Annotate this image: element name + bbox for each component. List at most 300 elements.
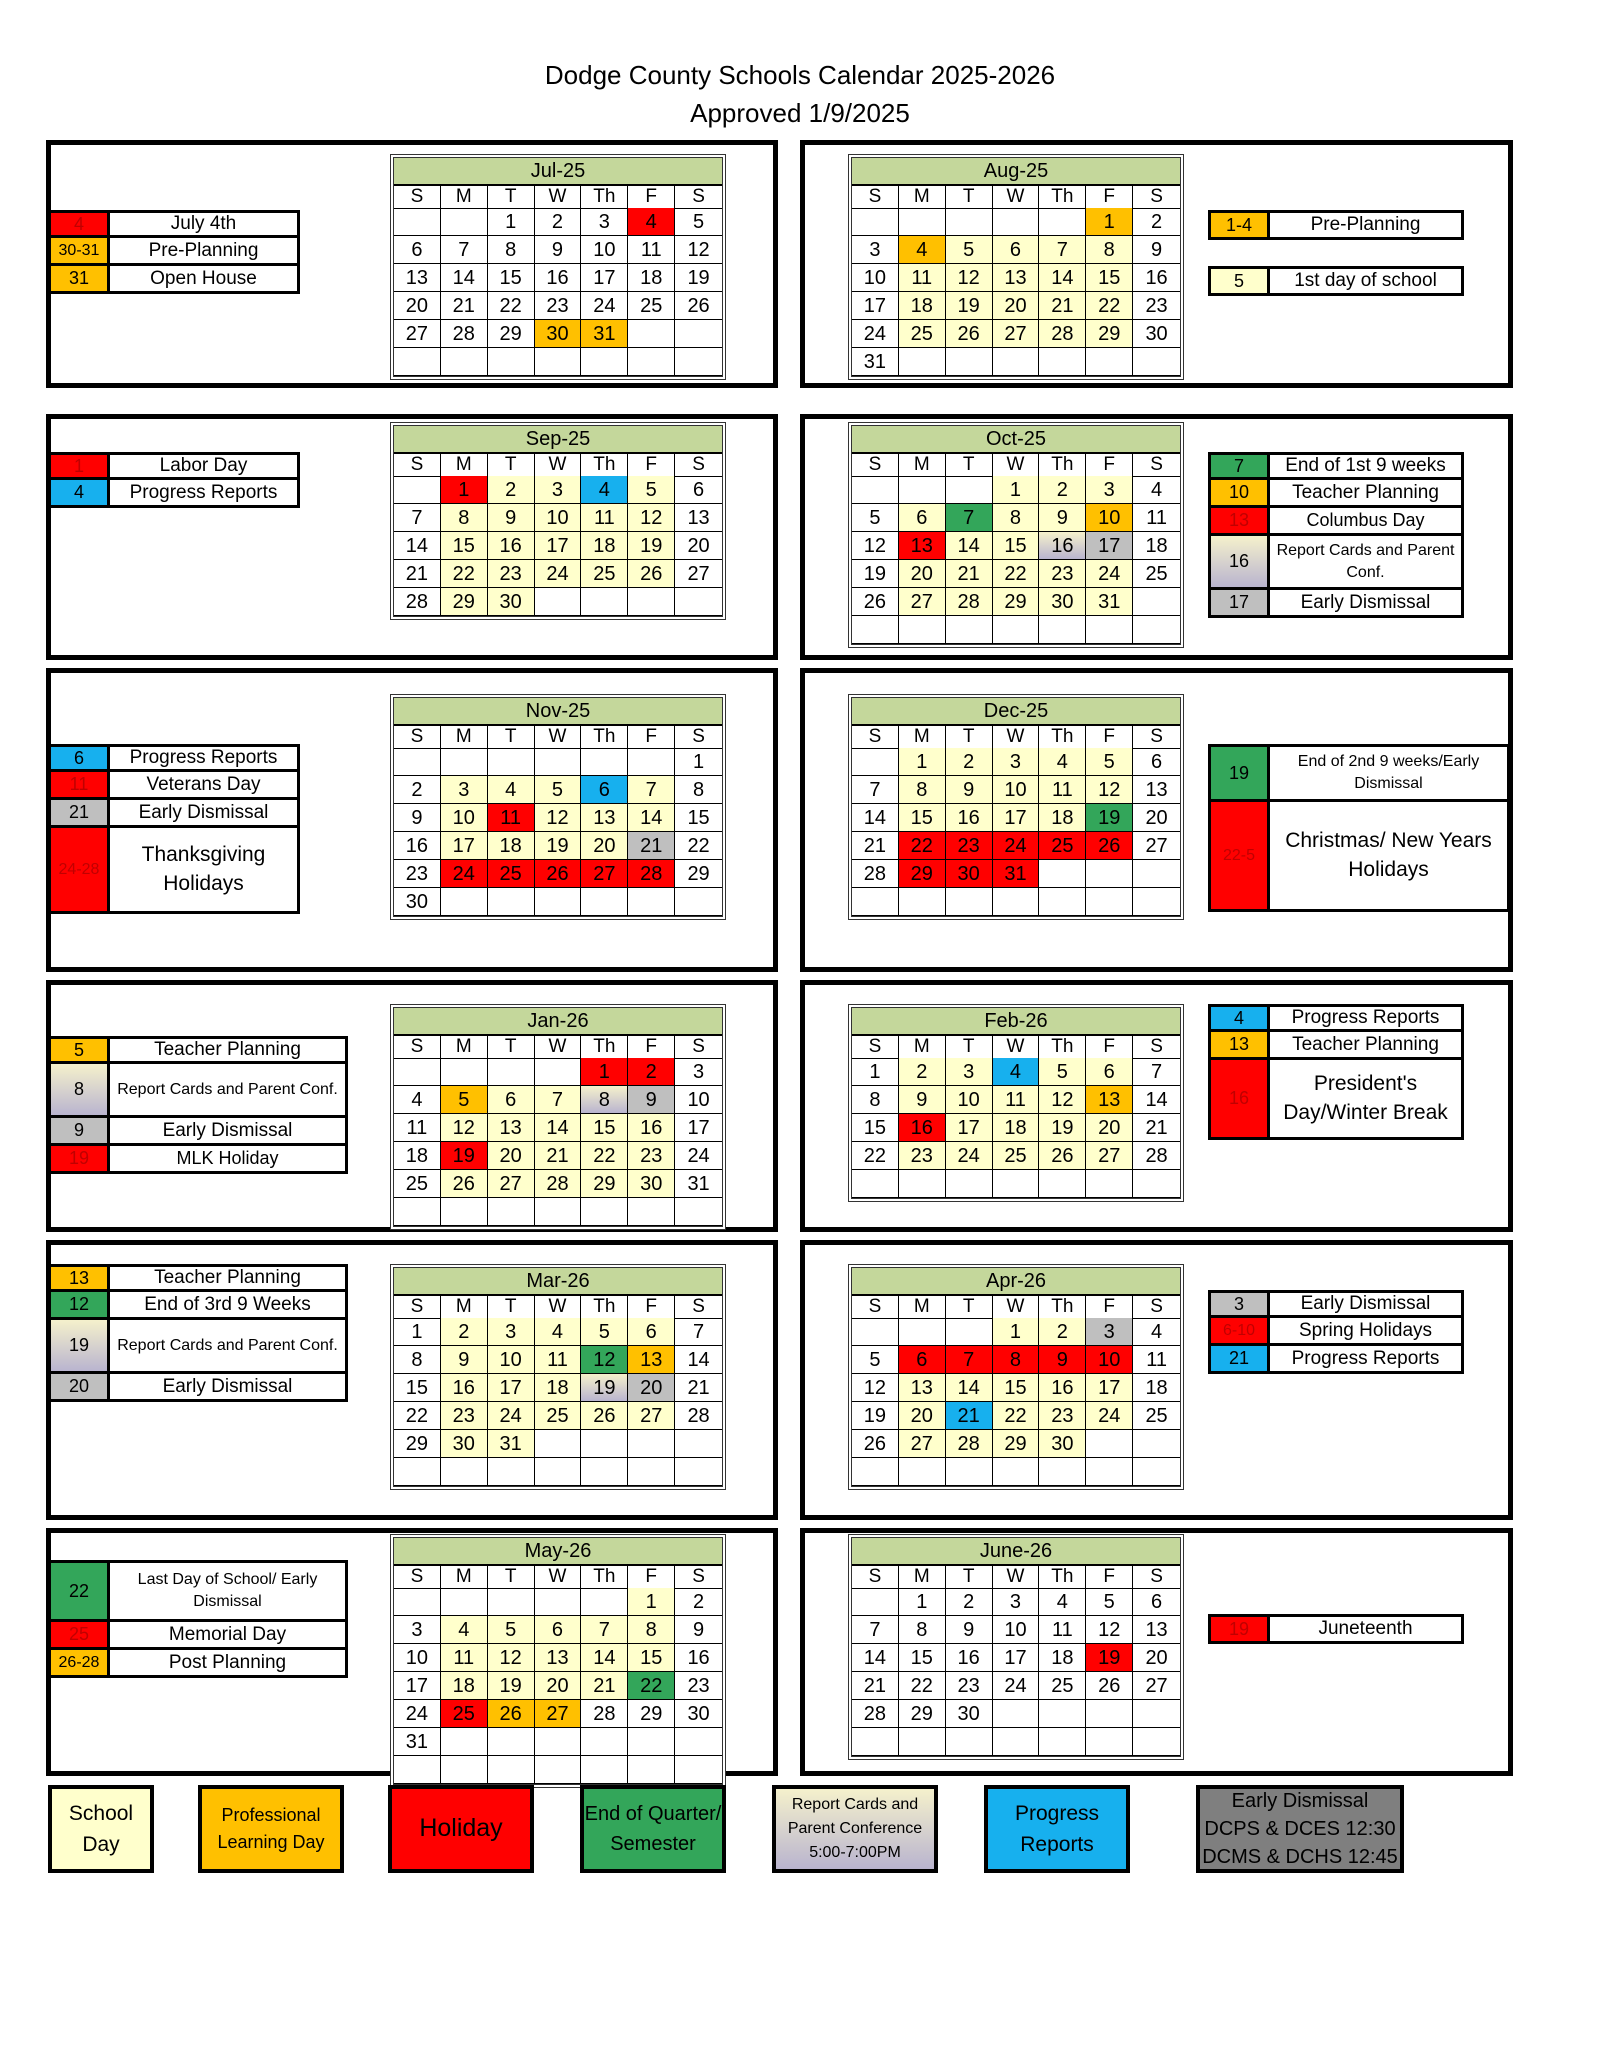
day-cell: 25 (1039, 832, 1086, 860)
weekday-label: M (441, 1566, 488, 1589)
day-cell: 19 (852, 1402, 899, 1430)
legend-date: 25 (51, 1622, 107, 1647)
day-cell: 8 (441, 504, 488, 532)
empty-cell (581, 1728, 628, 1756)
day-cell: 27 (1133, 832, 1180, 860)
day-cell: 17 (394, 1672, 441, 1700)
legend-label: Early Dismissal (1267, 590, 1461, 615)
day-cell: 7 (946, 1346, 993, 1374)
day-cell: 11 (1039, 1616, 1086, 1644)
day-cell: 21 (1133, 1114, 1180, 1142)
day-cell: 16 (441, 1374, 488, 1402)
day-cell: 14 (628, 804, 675, 832)
day-cell: 29 (581, 1170, 628, 1198)
weekday-label: Th (581, 186, 628, 209)
day-cell: 4 (899, 236, 946, 264)
day-cell: 9 (394, 804, 441, 832)
day-cell: 24 (394, 1700, 441, 1728)
empty-cell (852, 1588, 899, 1616)
day-cell: 27 (899, 1430, 946, 1458)
day-cell: 29 (899, 860, 946, 888)
legend-jun (1208, 1614, 1464, 1644)
day-cell: 22 (993, 560, 1040, 588)
legend-date: 16 (1211, 536, 1267, 587)
weekday-label: W (993, 186, 1040, 209)
empty-cell (993, 1700, 1040, 1728)
day-cell: 10 (993, 776, 1040, 804)
legend-dec (1208, 744, 1510, 912)
day-cell: 21 (441, 292, 488, 320)
empty-cell (1039, 616, 1086, 644)
empty-cell (535, 748, 582, 776)
day-cell: 18 (488, 832, 535, 860)
day-cell: 20 (581, 832, 628, 860)
empty-cell (1039, 1170, 1086, 1198)
empty-cell (535, 1756, 582, 1784)
day-cell: 20 (1086, 1114, 1133, 1142)
day-cell: 17 (1086, 532, 1133, 560)
day-cell: 18 (441, 1672, 488, 1700)
empty-cell (852, 476, 899, 504)
legend-row (48, 210, 300, 238)
legend-row (48, 1622, 348, 1650)
empty-cell (488, 1756, 535, 1784)
day-cell: 21 (852, 1672, 899, 1700)
weekday-label: W (535, 726, 582, 749)
day-cell: 23 (1133, 292, 1180, 320)
day-cell: 23 (1039, 1402, 1086, 1430)
day-grid (852, 1318, 1180, 1486)
empty-cell (488, 348, 535, 376)
calendar-feb-26 (848, 1004, 1184, 1202)
day-cell: 19 (535, 832, 582, 860)
empty-cell (535, 588, 582, 616)
day-cell: 4 (535, 1318, 582, 1346)
empty-cell (535, 1198, 582, 1226)
day-cell: 30 (628, 1170, 675, 1198)
day-cell: 25 (628, 292, 675, 320)
legend-may (48, 1560, 348, 1678)
page-subtitle: Approved 1/9/2025 (690, 98, 910, 128)
weekday-label: S (394, 186, 441, 209)
month-title: Aug-25 (852, 158, 1180, 186)
day-cell: 5 (1086, 1588, 1133, 1616)
day-cell: 6 (488, 1086, 535, 1114)
day-cell: 27 (535, 1700, 582, 1728)
legend-label: Pre-Planning (107, 238, 297, 263)
legend-label: Spring Holidays (1267, 1318, 1461, 1343)
day-cell: 17 (488, 1374, 535, 1402)
day-cell: 9 (1039, 1346, 1086, 1374)
day-cell: 17 (441, 832, 488, 860)
day-cell: 21 (535, 1142, 582, 1170)
day-cell: 6 (993, 236, 1040, 264)
day-cell: 11 (1133, 504, 1180, 532)
empty-cell (1039, 208, 1086, 236)
day-cell: 26 (675, 292, 722, 320)
weekday-label: F (1086, 1566, 1133, 1589)
day-cell: 8 (899, 1616, 946, 1644)
day-cell: 29 (899, 1700, 946, 1728)
day-cell: 13 (394, 264, 441, 292)
empty-cell (993, 616, 1040, 644)
day-cell: 28 (946, 588, 993, 616)
legend-label: President's Day/Winter Break (1267, 1060, 1461, 1137)
empty-cell (993, 1170, 1040, 1198)
empty-cell (946, 208, 993, 236)
empty-cell (1039, 1458, 1086, 1486)
day-cell: 21 (852, 832, 899, 860)
empty-cell (441, 208, 488, 236)
legend-label: End of 1st 9 weeks (1267, 455, 1461, 477)
legend-label: Columbus Day (1267, 508, 1461, 533)
weekday-label: M (899, 1036, 946, 1059)
weekday-label: S (675, 1296, 722, 1319)
legend-row (1208, 1318, 1464, 1346)
weekday-label: Th (581, 726, 628, 749)
weekday-label: F (628, 186, 675, 209)
empty-cell (675, 348, 722, 376)
empty-cell (535, 348, 582, 376)
weekday-label: Th (1039, 1566, 1086, 1589)
empty-cell (675, 1198, 722, 1226)
day-cell: 2 (1133, 208, 1180, 236)
day-cell: 5 (946, 236, 993, 264)
legend-date: 6-10 (1211, 1318, 1267, 1343)
day-cell: 17 (993, 1644, 1040, 1672)
day-cell: 30 (1133, 320, 1180, 348)
day-cell: 16 (946, 1644, 993, 1672)
legend-date: 11 (51, 772, 107, 797)
day-cell: 21 (946, 560, 993, 588)
day-cell: 10 (946, 1086, 993, 1114)
day-cell: 10 (852, 264, 899, 292)
day-cell: 1 (628, 1588, 675, 1616)
empty-cell (899, 1728, 946, 1756)
key-report-cards: Report Cards and Parent Conference 5:00-7:00PM (772, 1785, 938, 1873)
legend-label: Thanksgiving Holidays (107, 828, 297, 911)
legend-row (48, 1560, 348, 1622)
day-cell: 7 (441, 236, 488, 264)
empty-cell (394, 1198, 441, 1226)
day-cell: 29 (675, 860, 722, 888)
empty-cell (1039, 860, 1086, 888)
key-school-day: School Day (48, 1785, 154, 1873)
day-cell: 5 (852, 504, 899, 532)
day-cell: 20 (993, 292, 1040, 320)
empty-cell (628, 748, 675, 776)
weekday-label: T (488, 186, 535, 209)
day-cell: 7 (394, 504, 441, 532)
day-cell: 28 (628, 860, 675, 888)
day-cell: 28 (675, 1402, 722, 1430)
calendar-may-26 (390, 1534, 726, 1788)
legend-label: Progress Reports (107, 480, 297, 505)
day-cell: 10 (675, 1086, 722, 1114)
legend-label: End of 2nd 9 weeks/Early Dismissal (1267, 747, 1507, 799)
day-cell: 3 (488, 1318, 535, 1346)
day-cell: 4 (1133, 476, 1180, 504)
empty-cell (852, 1728, 899, 1756)
weekday-header (852, 454, 1180, 476)
day-cell: 7 (675, 1318, 722, 1346)
day-cell: 4 (581, 476, 628, 504)
day-cell: 26 (1086, 832, 1133, 860)
empty-cell (441, 888, 488, 916)
day-cell: 7 (946, 504, 993, 532)
legend-label: 1st day of school (1267, 269, 1461, 293)
weekday-label: S (394, 726, 441, 749)
day-cell: 31 (394, 1728, 441, 1756)
key-early-dismissal-dcms: DCMS & DCHS 12:45 (1202, 1846, 1398, 1868)
day-cell: 21 (675, 1374, 722, 1402)
legend-date: 5 (1211, 269, 1267, 293)
empty-cell (675, 320, 722, 348)
legend-label: End of 3rd 9 Weeks (107, 1292, 345, 1317)
day-cell: 21 (581, 1672, 628, 1700)
day-cell: 28 (441, 320, 488, 348)
day-cell: 8 (628, 1616, 675, 1644)
day-cell: 29 (394, 1430, 441, 1458)
empty-cell (1086, 888, 1133, 916)
legend-label: Memorial Day (107, 1622, 345, 1647)
legend-label: Early Dismissal (1267, 1293, 1461, 1315)
empty-cell (581, 1430, 628, 1458)
weekday-header (394, 1296, 722, 1318)
empty-cell (1133, 616, 1180, 644)
day-cell: 21 (946, 1402, 993, 1430)
empty-cell (581, 588, 628, 616)
day-cell: 22 (628, 1672, 675, 1700)
day-cell: 31 (1086, 588, 1133, 616)
day-cell: 7 (1039, 236, 1086, 264)
legend-label: Juneteenth (1267, 1617, 1461, 1641)
empty-cell (1086, 616, 1133, 644)
legend-date: 5 (51, 1039, 107, 1061)
legend-label: Early Dismissal (107, 1118, 345, 1143)
legend-date: 10 (1211, 480, 1267, 505)
weekday-label: M (441, 454, 488, 477)
weekday-label: T (488, 1036, 535, 1059)
weekday-label: M (899, 1566, 946, 1589)
day-cell: 22 (675, 832, 722, 860)
day-cell: 31 (993, 860, 1040, 888)
legend-date: 26-28 (51, 1650, 107, 1675)
day-cell: 10 (993, 1616, 1040, 1644)
day-cell: 23 (946, 1672, 993, 1700)
empty-cell (899, 1458, 946, 1486)
legend-row (1208, 508, 1464, 536)
day-cell: 2 (899, 1058, 946, 1086)
weekday-label: S (852, 1296, 899, 1319)
empty-cell (946, 476, 993, 504)
day-cell: 26 (535, 860, 582, 888)
day-cell: 11 (628, 236, 675, 264)
day-cell: 31 (488, 1430, 535, 1458)
weekday-label: T (488, 726, 535, 749)
weekday-header (394, 726, 722, 748)
day-cell: 5 (1039, 1058, 1086, 1086)
day-cell: 26 (1039, 1142, 1086, 1170)
empty-cell (628, 320, 675, 348)
day-cell: 6 (581, 776, 628, 804)
day-cell: 27 (1133, 1672, 1180, 1700)
empty-cell (852, 208, 899, 236)
day-cell: 26 (852, 588, 899, 616)
day-cell: 3 (535, 476, 582, 504)
day-cell: 13 (1133, 1616, 1180, 1644)
empty-cell (675, 1458, 722, 1486)
calendar-aug-25 (848, 154, 1184, 380)
empty-cell (488, 748, 535, 776)
day-cell: 14 (946, 1374, 993, 1402)
day-cell: 27 (993, 320, 1040, 348)
empty-cell (488, 1728, 535, 1756)
day-cell: 15 (394, 1374, 441, 1402)
day-cell: 9 (628, 1086, 675, 1114)
day-cell: 22 (852, 1142, 899, 1170)
legend-date: 19 (51, 1320, 107, 1371)
empty-cell (535, 1588, 582, 1616)
day-cell: 29 (441, 588, 488, 616)
day-cell: 22 (899, 832, 946, 860)
day-cell: 23 (675, 1672, 722, 1700)
day-cell: 8 (852, 1086, 899, 1114)
day-cell: 13 (675, 504, 722, 532)
empty-cell (1086, 1430, 1133, 1458)
day-cell: 12 (852, 532, 899, 560)
legend-label: Teacher Planning (1267, 480, 1461, 505)
weekday-header (394, 454, 722, 476)
day-cell: 20 (899, 1402, 946, 1430)
weekday-header (852, 186, 1180, 208)
legend-row (48, 1064, 348, 1118)
day-grid (394, 748, 722, 916)
day-cell: 13 (1133, 776, 1180, 804)
empty-cell (899, 1318, 946, 1346)
empty-cell (899, 888, 946, 916)
legend-label: Post Planning (107, 1650, 345, 1675)
empty-cell (628, 1430, 675, 1458)
empty-cell (628, 348, 675, 376)
day-grid (394, 1318, 722, 1486)
weekday-label: Th (581, 454, 628, 477)
day-cell: 7 (852, 1616, 899, 1644)
weekday-label: W (993, 1566, 1040, 1589)
calendar-sep-25 (390, 422, 726, 620)
day-cell: 28 (946, 1430, 993, 1458)
legend-label: Early Dismissal (107, 1374, 345, 1399)
day-cell: 26 (581, 1402, 628, 1430)
day-cell: 30 (1039, 588, 1086, 616)
empty-cell (581, 888, 628, 916)
weekday-label: S (1133, 1566, 1180, 1589)
day-cell: 3 (993, 748, 1040, 776)
day-cell: 20 (488, 1142, 535, 1170)
legend-date: 30-31 (51, 238, 107, 263)
day-cell: 25 (1133, 560, 1180, 588)
weekday-label: F (628, 726, 675, 749)
day-cell: 14 (394, 532, 441, 560)
empty-cell (394, 208, 441, 236)
legend-label: Open House (107, 266, 297, 291)
day-cell: 22 (488, 292, 535, 320)
legend-date: 19 (51, 1146, 107, 1171)
day-cell: 3 (993, 1588, 1040, 1616)
day-cell: 7 (1133, 1058, 1180, 1086)
legend-date: 21 (1211, 1346, 1267, 1371)
day-cell: 8 (1086, 236, 1133, 264)
weekday-label: S (1133, 726, 1180, 749)
day-cell: 1 (394, 1318, 441, 1346)
empty-cell (946, 1170, 993, 1198)
day-cell: 11 (441, 1644, 488, 1672)
legend-date: 13 (51, 1267, 107, 1289)
empty-cell (852, 1170, 899, 1198)
empty-cell (441, 1728, 488, 1756)
legend-jan (48, 1036, 348, 1174)
day-cell: 2 (1039, 1318, 1086, 1346)
day-cell: 10 (441, 804, 488, 832)
legend-row (1208, 802, 1510, 912)
day-cell: 17 (581, 264, 628, 292)
day-cell: 6 (1133, 748, 1180, 776)
calendar-apr-26 (848, 1264, 1184, 1490)
day-cell: 3 (946, 1058, 993, 1086)
day-cell: 15 (993, 1374, 1040, 1402)
day-cell: 10 (1086, 504, 1133, 532)
legend-date: 9 (51, 1118, 107, 1143)
day-cell: 24 (441, 860, 488, 888)
day-cell: 18 (993, 1114, 1040, 1142)
day-cell: 29 (993, 1430, 1040, 1458)
empty-cell (581, 1198, 628, 1226)
day-cell: 15 (1086, 264, 1133, 292)
day-cell: 11 (993, 1086, 1040, 1114)
day-cell: 5 (628, 476, 675, 504)
legend-row (1208, 1060, 1464, 1140)
day-cell: 23 (899, 1142, 946, 1170)
legend-label: Progress Reports (1267, 1346, 1461, 1371)
day-cell: 19 (1039, 1114, 1086, 1142)
day-cell: 5 (581, 1318, 628, 1346)
empty-cell (1133, 1728, 1180, 1756)
empty-cell (1133, 588, 1180, 616)
empty-cell (581, 1588, 628, 1616)
day-cell: 11 (1133, 1346, 1180, 1374)
weekday-label: T (946, 1036, 993, 1059)
day-cell: 9 (488, 504, 535, 532)
calendar-dec-25 (848, 694, 1184, 920)
day-cell: 25 (535, 1402, 582, 1430)
day-cell: 17 (946, 1114, 993, 1142)
day-cell: 18 (1039, 804, 1086, 832)
legend-row (48, 772, 300, 800)
day-grid (852, 1058, 1180, 1198)
day-cell: 27 (1086, 1142, 1133, 1170)
day-cell: 14 (1133, 1086, 1180, 1114)
day-cell: 2 (675, 1588, 722, 1616)
day-cell: 13 (899, 532, 946, 560)
weekday-label: Th (581, 1566, 628, 1589)
day-cell: 24 (852, 320, 899, 348)
empty-cell (675, 588, 722, 616)
empty-cell (441, 1058, 488, 1086)
weekday-label: S (675, 186, 722, 209)
empty-cell (488, 1458, 535, 1486)
day-cell: 14 (581, 1644, 628, 1672)
day-cell: 1 (1086, 208, 1133, 236)
